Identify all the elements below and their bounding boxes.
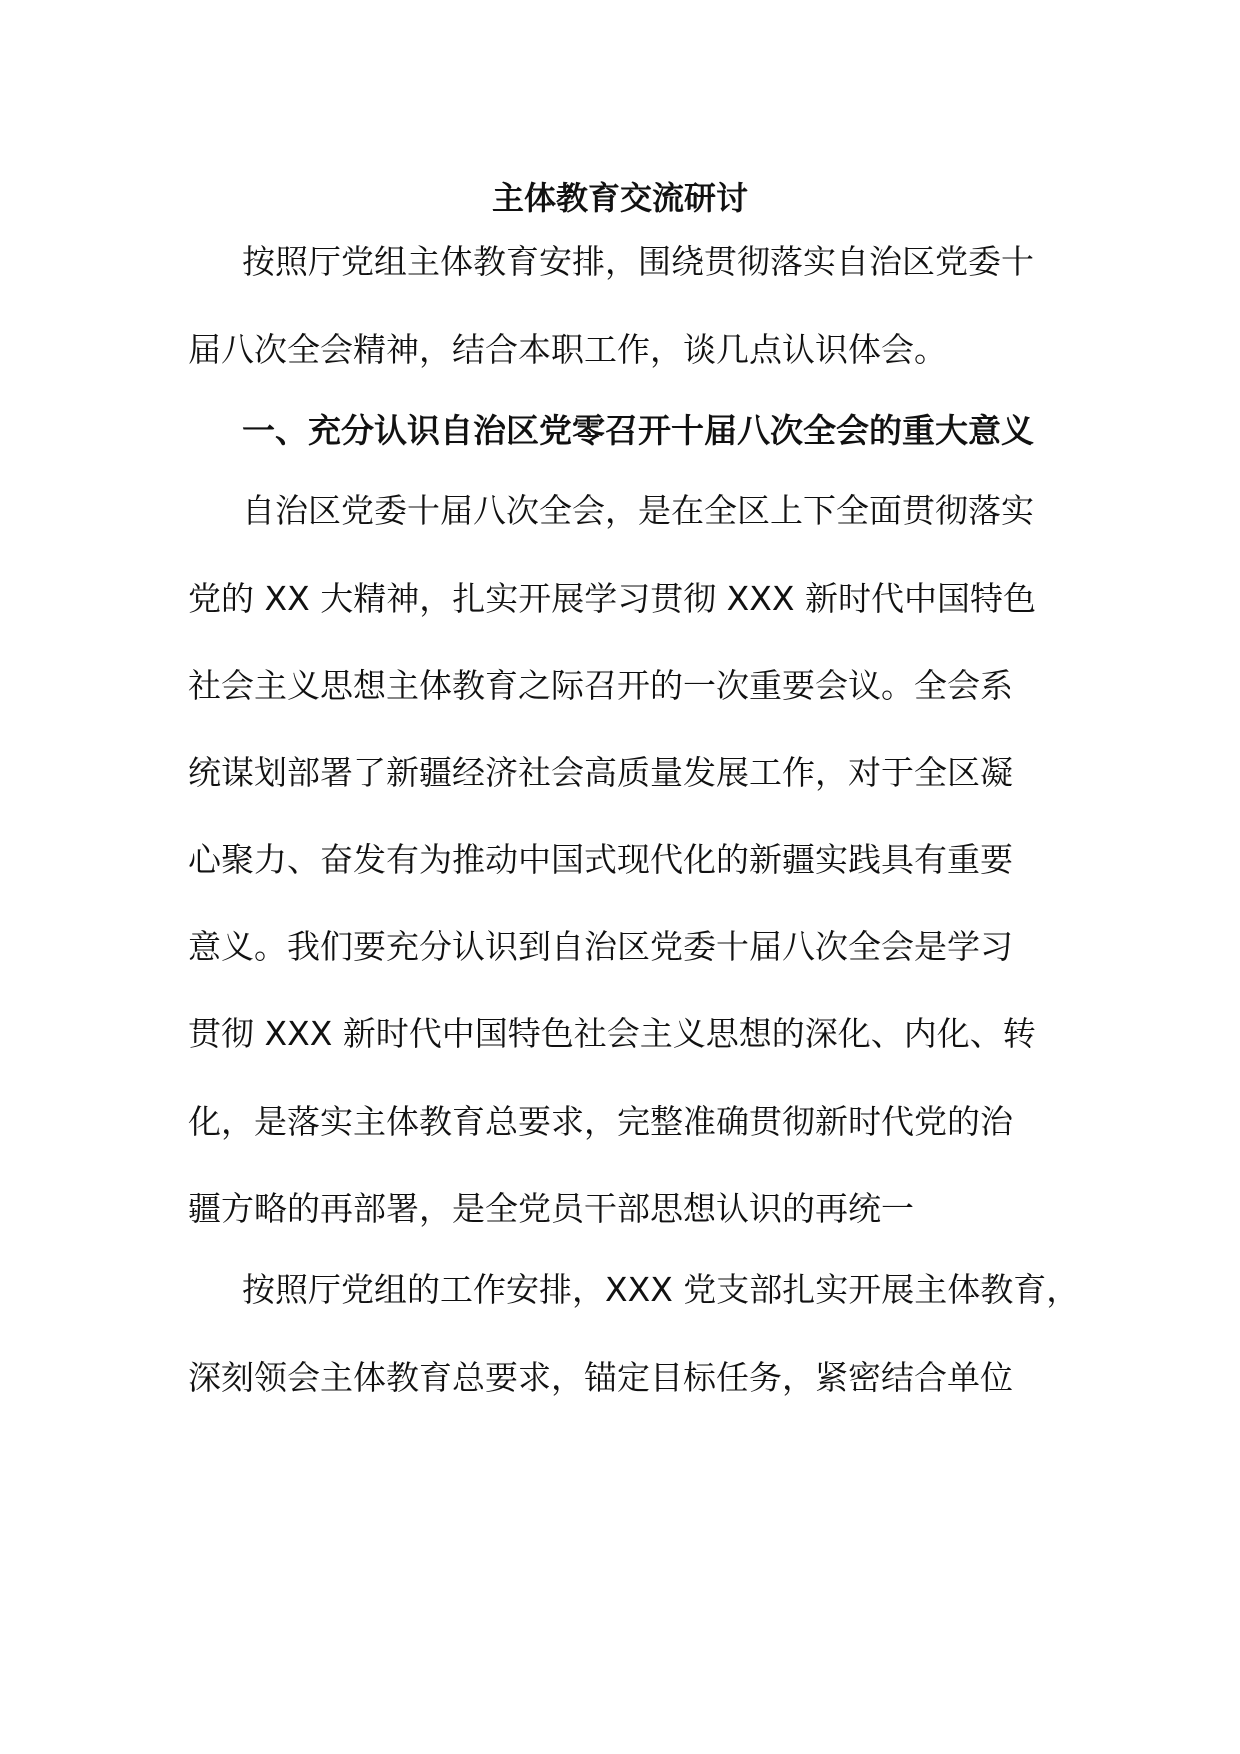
paragraph-2-line-4: 统谋划部署了新疆经济社会高质量发展工作，对于全区凝	[188, 753, 1013, 792]
paragraph-2-line-2: 党的 XX 大精神，扎实开展学习贯彻 XXX 新时代中国特色	[188, 579, 1036, 618]
paragraph-3-line-2: 深刻领会主体教育总要求，锚定目标任务，紧密结合单位	[188, 1358, 1013, 1397]
paragraph-2-line-5: 心聚力、奋发有为推动中国式现代化的新疆实践具有重要	[188, 840, 1013, 879]
paragraph-2-line-3: 社会主义思想主体教育之际召开的一次重要会议。全会系	[188, 666, 1013, 705]
paragraph-1-line-1: 按照厅党组主体教育安排，围绕贯彻落实自治区党委十	[242, 242, 1034, 281]
paragraph-2-line-1: 自治区党委十届八次全会，是在全区上下全面贯彻落实	[242, 491, 1034, 530]
paragraph-3-line-1: 按照厅党组的工作安排，XXX 党支部扎实开展主体教育，	[242, 1270, 1080, 1309]
paragraph-1-line-2: 届八次全会精神，结合本职工作，谈几点认识体会。	[188, 330, 947, 369]
paragraph-2-line-6: 意义。我们要充分认识到自治区党委十届八次全会是学习	[188, 927, 1013, 966]
paragraph-2-line-8: 化，是落实主体教育总要求，完整准确贯彻新时代党的治	[188, 1102, 1013, 1141]
section-heading-1: 一、充分认识自治区党零召开十届八次全会的重大意义	[242, 411, 1034, 450]
paragraph-2-line-9: 疆方略的再部署，是全党员干部思想认识的再统一	[188, 1189, 914, 1228]
document-title: 主体教育交流研讨	[491, 179, 748, 217]
paragraph-2-line-7: 贯彻 XXX 新时代中国特色社会主义思想的深化、内化、转	[188, 1014, 1036, 1053]
